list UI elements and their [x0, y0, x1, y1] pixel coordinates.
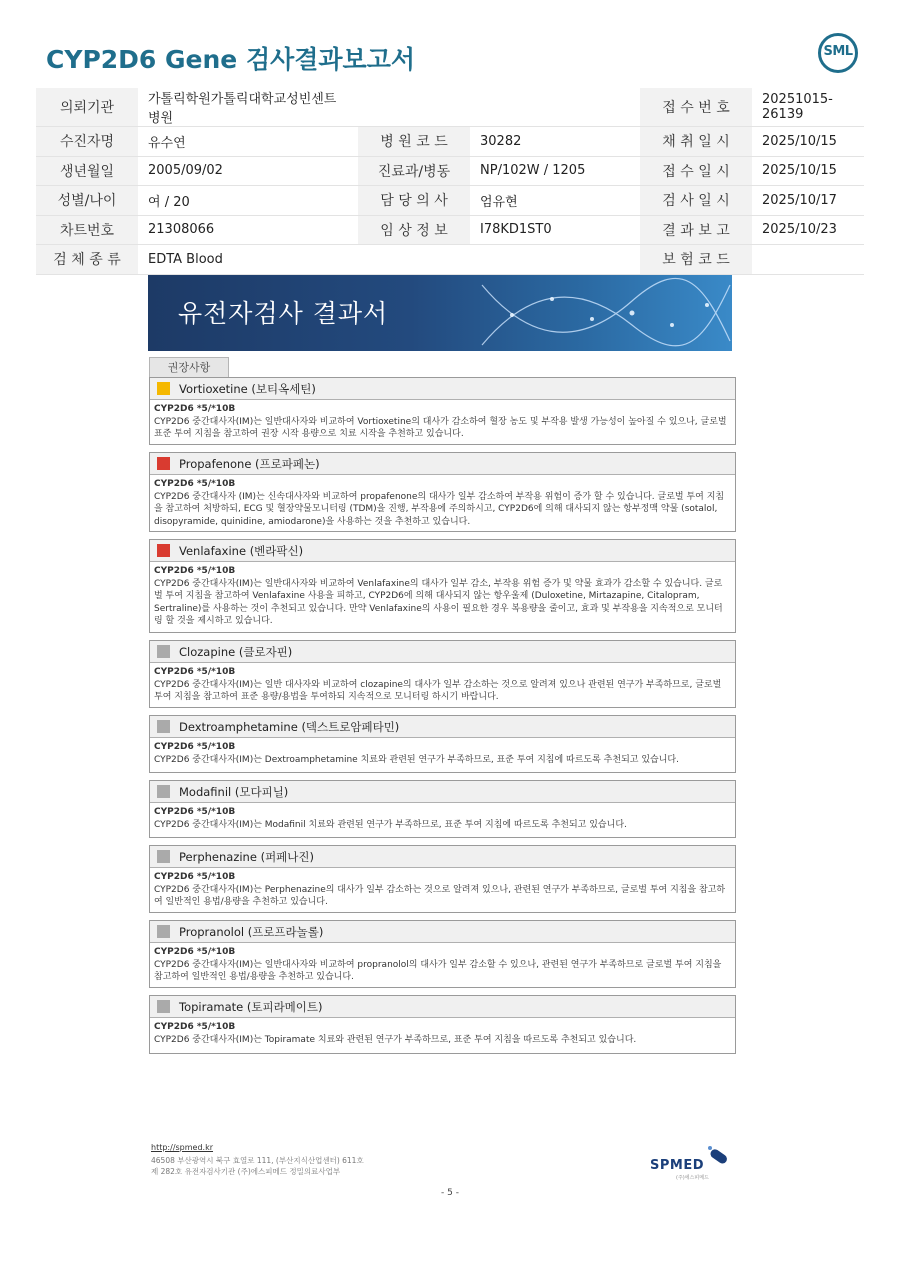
info-row	[36, 245, 864, 275]
info-label: 임 상 정 보	[358, 215, 470, 245]
info-value: 유수연	[138, 127, 358, 157]
genotype: CYP2D6 *5/*10B	[154, 404, 236, 414]
info-label: 진료과/병동	[358, 156, 470, 186]
info-value: 엄유현	[470, 186, 640, 216]
drug-recommendation-card	[149, 452, 736, 532]
info-value: 여 / 20	[138, 186, 358, 216]
info-label: 결 과 보 고	[640, 215, 752, 245]
drug-recommendation-text: CYP2D6 중간대사자(IM)는 Modafinil 치료와 관련된 연구가 부족하므로, 표준 투여 지침에 따르도록 추천되고 있습니다.	[154, 819, 627, 830]
genotype: CYP2D6 *5/*10B	[154, 807, 236, 817]
drug-recommendation-card	[149, 640, 736, 708]
risk-level-marker	[157, 544, 170, 557]
drug-name: Propafenone (프로파페논)	[179, 457, 320, 471]
drug-header	[150, 453, 735, 475]
page-number: - 5 -	[441, 1188, 459, 1198]
recommendation-tab: 권장사항	[149, 357, 229, 377]
drug-recommendation-card	[149, 539, 736, 633]
drug-name: Venlafaxine (벤라팍신)	[179, 544, 304, 558]
drug-body	[150, 868, 735, 909]
info-row	[36, 215, 864, 245]
info-value: 2025/10/15	[752, 127, 864, 157]
info-value	[470, 245, 640, 275]
risk-level-marker	[157, 850, 170, 863]
info-value: 2025/10/17	[752, 186, 864, 216]
risk-level-marker	[157, 925, 170, 938]
info-value: 2025/10/23	[752, 215, 864, 245]
info-row	[36, 127, 864, 157]
info-label	[358, 245, 470, 275]
drug-recommendation-text: CYP2D6 중간대사자 (IM)는 신속대사자와 비교하여 propafenone의 대사가 일부 감소하여 부작용 위험이 증가 할 수 있습니다. 글로벌 투여 지침을 참고하여 처방하되, ECG 및 혈장약물모니터링 (TDM)을 진행, 부작용에 주의하시고, CYP2D6에 의해 대사되지 않는 항부정맥 약물 (sotalol, disopyramide, quinidine, amiodarone)을 사용하는 것을 추천하고 있습니다.	[154, 491, 725, 527]
drug-body	[150, 1018, 735, 1046]
genotype: CYP2D6 *5/*10B	[154, 742, 236, 752]
info-label: 수진자명	[36, 127, 138, 157]
genotype: CYP2D6 *5/*10B	[154, 1022, 236, 1032]
spmed-subtitle: (주)에스피메드	[676, 1175, 709, 1181]
info-label: 병 원 코 드	[358, 127, 470, 157]
info-label: 생년월일	[36, 156, 138, 186]
drug-name: Dextroamphetamine (덱스트로암페타민)	[179, 720, 400, 734]
drug-header	[150, 921, 735, 943]
sml-logo-text: SML	[823, 44, 853, 59]
risk-level-marker	[157, 382, 170, 395]
drug-recommendation-text: CYP2D6 중간대사자(IM)는 Perphenazine의 대사가 일부 감소하는 것으로 알려져 있으나, 관련된 연구가 부족하므로, 글로벌 투여 지침을 참고하여 일반적인 용법/용량을 추천하고 있습니다.	[154, 884, 726, 907]
info-label: 채 취 일 시	[640, 127, 752, 157]
drug-header	[150, 641, 735, 663]
info-label: 의뢰기관	[36, 88, 138, 127]
drug-recommendation-card	[149, 377, 736, 445]
drug-name: Clozapine (클로자핀)	[179, 645, 293, 659]
drug-body	[150, 738, 735, 766]
sml-logo	[818, 33, 858, 73]
drug-recommendation-card	[149, 995, 736, 1054]
info-row	[36, 156, 864, 186]
drug-header	[150, 781, 735, 803]
drug-recommendation-text: CYP2D6 중간대사자(IM)는 일반대사자와 비교하여 propranolol의 대사가 일부 감소할 수 있으나, 관련된 연구가 부족하므로 글로벌 투여 지침을 참고하여 일반적인 용법/용량을 추천하고 있습니다.	[154, 959, 722, 982]
info-label: 검 사 일 시	[640, 186, 752, 216]
genotype: CYP2D6 *5/*10B	[154, 479, 236, 489]
drug-body	[150, 475, 735, 528]
page-title: CYP2D6 Gene 검사결과보고서	[46, 45, 416, 74]
genotype: CYP2D6 *5/*10B	[154, 566, 236, 576]
risk-level-marker	[157, 457, 170, 470]
capsule-icon	[704, 1144, 728, 1168]
info-value	[752, 245, 864, 275]
info-value	[470, 88, 640, 127]
footer-link[interactable]: http://spmed.kr	[151, 1143, 214, 1152]
drug-recommendation-text: CYP2D6 중간대사자(IM)는 일반 대사자와 비교하여 clozapine의 대사가 일부 감소하는 것으로 알려져 있으나 관련된 연구가 부족하므로, 글로벌 투여 지침을 참고하여 표준 용량/용법을 투여하되 지속적으로 모니터링 하시기 바랍니다.	[154, 679, 722, 702]
drug-header	[150, 540, 735, 562]
drug-body	[150, 562, 735, 628]
risk-level-marker	[157, 720, 170, 733]
patient-info-table	[36, 88, 864, 275]
info-value: 가톨릭학원가톨릭대학교성빈센트병원	[138, 88, 358, 127]
footer-address-line: 46508 부산광역시 북구 효열로 111, (부산지식산업센터) 611호	[151, 1156, 364, 1165]
info-value: 20251015-26139	[752, 88, 864, 127]
drug-recommendation-text: CYP2D6 중간대사자(IM)는 일반대사자와 비교하여 Vortioxetine의 대사가 감소하여 혈장 농도 및 부작용 발생 가능성이 높아질 수 있으나, 글로벌 표준 투여 지침을 참고하여 권장 시작 용량으로 치료 시작을 추천하고 있습니다.	[154, 416, 727, 439]
info-value: 2005/09/02	[138, 156, 358, 186]
genotype: CYP2D6 *5/*10B	[154, 872, 236, 882]
risk-level-marker	[157, 785, 170, 798]
drug-name: Propranolol (프로프라놀롤)	[179, 925, 324, 939]
drug-name: Perphenazine (퍼페나진)	[179, 850, 314, 864]
info-label: 차트번호	[36, 215, 138, 245]
drug-body	[150, 663, 735, 704]
drug-header	[150, 996, 735, 1018]
info-value: EDTA Blood	[138, 245, 358, 275]
footer-institution-line: 제 282호 유전자검사기관 (주)에스피메드 정밀의료사업부	[151, 1167, 341, 1176]
drug-recommendation-text: CYP2D6 중간대사자(IM)는 일반대사자와 비교하여 Venlafaxine의 대사가 일부 감소, 부작용 위험 증가 및 약물 효과가 감소할 수 있습니다. 글로벌 투여 지침을 참고하여 Venlafaxine 사용을 피하고, CYP2D6에 의해 대사되지 않는 항우울제 (Duloxetine, Mirtazapine, Citalopram, Sertraline)를 사용하는 것이 추천되고 있습니다. 만약 Venlafaxine의 사용이 필요한 경우 복용량을 줄이고, 효과 및 부작용을 지속적으로 모니터링 할 것을 제시하고 있습니다.	[154, 578, 723, 626]
drug-body	[150, 803, 735, 831]
drug-recommendation-text: CYP2D6 중간대사자(IM)는 Dextroamphetamine 치료와 관련된 연구가 부족하므로, 표준 투여 지침에 따르도록 추천되고 있습니다.	[154, 754, 679, 765]
footer-address	[151, 1155, 364, 1177]
drug-recommendation-card	[149, 715, 736, 773]
drug-header	[150, 378, 735, 400]
info-row	[36, 186, 864, 216]
info-label: 성별/나이	[36, 186, 138, 216]
info-value: 21308066	[138, 215, 358, 245]
drug-header	[150, 846, 735, 868]
risk-level-marker	[157, 1000, 170, 1013]
info-label	[358, 88, 470, 127]
drug-name: Modafinil (모다피닐)	[179, 785, 289, 799]
result-banner	[148, 275, 732, 351]
drug-recommendation-card	[149, 920, 736, 988]
info-row	[36, 88, 864, 127]
genotype: CYP2D6 *5/*10B	[154, 947, 236, 957]
banner-title: 유전자검사 결과서	[178, 299, 389, 328]
spmed-logo: SPMED	[650, 1158, 704, 1173]
info-value: 30282	[470, 127, 640, 157]
info-value: I78KD1ST0	[470, 215, 640, 245]
info-label: 담 당 의 사	[358, 186, 470, 216]
info-label: 접 수 일 시	[640, 156, 752, 186]
drug-header	[150, 716, 735, 738]
drug-recommendation-card	[149, 780, 736, 838]
genotype: CYP2D6 *5/*10B	[154, 667, 236, 677]
drug-recommendation-text: CYP2D6 중간대사자(IM)는 Topiramate 치료와 관련된 연구가 부족하므로, 표준 투여 지침을 따르도록 추천되고 있습니다.	[154, 1034, 637, 1045]
drug-name: Vortioxetine (보티옥세틴)	[179, 382, 316, 396]
drug-name: Topiramate (토피라메이트)	[179, 1000, 323, 1014]
info-label: 접 수 번 호	[640, 88, 752, 127]
info-value: 2025/10/15	[752, 156, 864, 186]
info-label: 검 체 종 류	[36, 245, 138, 275]
drug-recommendation-card	[149, 845, 736, 913]
dna-helix-icon	[472, 275, 732, 351]
info-value: NP/102W / 1205	[470, 156, 640, 186]
info-label: 보 험 코 드	[640, 245, 752, 275]
drug-body	[150, 943, 735, 984]
risk-level-marker	[157, 645, 170, 658]
drug-body	[150, 400, 735, 441]
